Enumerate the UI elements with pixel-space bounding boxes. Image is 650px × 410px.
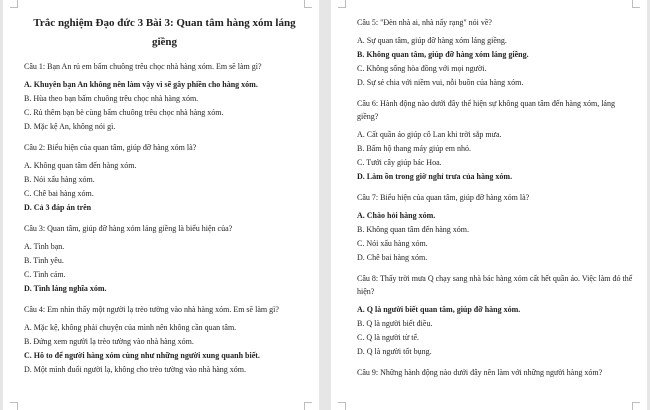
corner-mark — [304, 0, 312, 8]
answer-option: A. Cất quần áo giúp cô Lan khi trời sắp mưa. — [357, 130, 502, 139]
question-text: Câu 8: Thấy trời mưa Q chạy sang nhà bác hàng xóm cất hết quần áo. Việc làm đó thể hiện? — [357, 274, 633, 296]
question-text: Câu 3: Quan tâm, giúp đỡ hàng xóm láng giềng là biểu hiện của? — [24, 224, 233, 233]
answer-option: D. Chê bai hàng xóm. — [357, 253, 428, 262]
question-text: Câu 6: Hành động nào dưới đây thể hiện sự không quan tâm đến hàng xóm, láng giềng? — [357, 99, 615, 121]
question-6 — [357, 97, 633, 182]
answer-option: C. Chê bai hàng xóm. — [24, 189, 94, 198]
document-page-left — [3, 0, 319, 410]
answer-option: A. Q là người biết quan tâm, giúp đỡ hàng xóm. — [357, 305, 521, 314]
corner-mark — [632, 0, 640, 8]
question-1 — [24, 60, 305, 132]
answer-option: B. Tình yêu. — [24, 256, 64, 265]
answer-option: B. Q là người biết điều. — [357, 319, 433, 328]
answer-option: D. Làm ồn trong giờ nghỉ trưa của hàng xóm. — [357, 172, 513, 181]
document-title: Trắc nghiệm Đạo đức 3 Bài 3: Quan tâm hàng xóm láng giềng — [33, 17, 296, 48]
answer-option: C. Hô to để người hàng xóm cùng như những người xung quanh biết. — [24, 351, 260, 360]
corner-mark — [632, 402, 640, 410]
answer-option: A. Mặc kệ, không phải chuyện của mình nên không cần quan tâm. — [24, 323, 237, 332]
answer-option: B. Không quan tâm, giúp đỡ hàng xóm láng giềng. — [357, 50, 529, 59]
answer-option: D. Cả 3 đáp án trên — [24, 203, 92, 212]
answer-option: B. Hùa theo bạn bấm chuông trêu chọc nhà hàng xóm. — [24, 94, 199, 103]
answer-option: C. Không sống hòa đồng với mọi người. — [357, 64, 487, 73]
answer-option: C. Rủ thêm bạn bè cùng bấm chuông trêu chọc nhà hàng xóm. — [24, 108, 224, 117]
answer-option: D. Sự sẻ chia với niềm vui, nỗi buồn của hàng xóm. — [357, 78, 524, 87]
question-4 — [24, 303, 305, 375]
question-9 — [357, 366, 633, 379]
answer-option: A. Không quan tâm đến hàng xóm. — [24, 161, 137, 170]
answer-option: B. Đứng xem người lạ trèo tường vào nhà hàng xóm. — [24, 337, 194, 346]
corner-mark — [338, 0, 346, 8]
question-3 — [24, 222, 305, 294]
question-7 — [357, 191, 633, 263]
answer-option: D. Tình láng nghĩa xóm. — [24, 284, 107, 293]
answer-option: A. Khuyên bạn An không nên làm vậy vì sẽ gây phiền cho hàng xóm. — [24, 80, 258, 89]
answer-option: D. Q là người tốt bụng. — [357, 347, 432, 356]
answer-option: C. Q là người từ tế. — [357, 333, 420, 342]
question-text: Câu 5: "Đèn nhà ai, nhà nấy rạng" nói về? — [357, 18, 492, 27]
answer-option: C. Tưới cây giúp bác Hoa. — [357, 158, 442, 167]
document-page-right — [331, 0, 647, 410]
question-text: Câu 7: Biểu hiện của quan tâm, giúp đỡ hàng xóm là? — [357, 193, 530, 202]
question-text: Câu 1: Bạn An rủ em bấm chuông trêu chọc nhà hàng xóm. Em sẽ làm gì? — [24, 62, 262, 71]
corner-mark — [304, 402, 312, 410]
answer-option: D. Mặc kệ An, không nói gì. — [24, 122, 116, 131]
answer-option: B. Không quan tâm đến hàng xóm. — [357, 225, 469, 234]
question-8 — [357, 272, 633, 357]
answer-option: C. Nói xấu hàng xóm. — [357, 239, 428, 248]
question-text: Câu 2: Biểu hiện của quan tâm, giúp đỡ hàng xóm là? — [24, 143, 197, 152]
answer-option: C. Tình cảm. — [24, 270, 66, 279]
answer-option: D. Một mình đuổi người lạ, không cho trèo tường vào nhà hàng xóm. — [24, 365, 246, 374]
answer-option: A. Tình bạn. — [24, 242, 65, 251]
answer-option: A. Sự quan tâm, giúp đỡ hàng xóm láng giềng. — [357, 36, 507, 45]
answer-option: B. Bấm hộ thang máy giúp em nhỏ. — [357, 144, 471, 153]
corner-mark — [10, 0, 18, 8]
corner-mark — [10, 402, 18, 410]
answer-option: A. Chào hỏi hàng xóm. — [357, 211, 436, 220]
question-text: Câu 9: Những hành động nào dưới đây nên làm với những người hàng xóm? — [357, 368, 603, 377]
question-5 — [357, 16, 633, 88]
question-2 — [24, 141, 305, 213]
question-text: Câu 4: Em nhìn thấy một người lạ trèo tường vào nhà hàng xóm. Em sẽ làm gì? — [24, 305, 279, 314]
corner-mark — [338, 402, 346, 410]
answer-option: B. Nói xấu hàng xóm. — [24, 175, 95, 184]
